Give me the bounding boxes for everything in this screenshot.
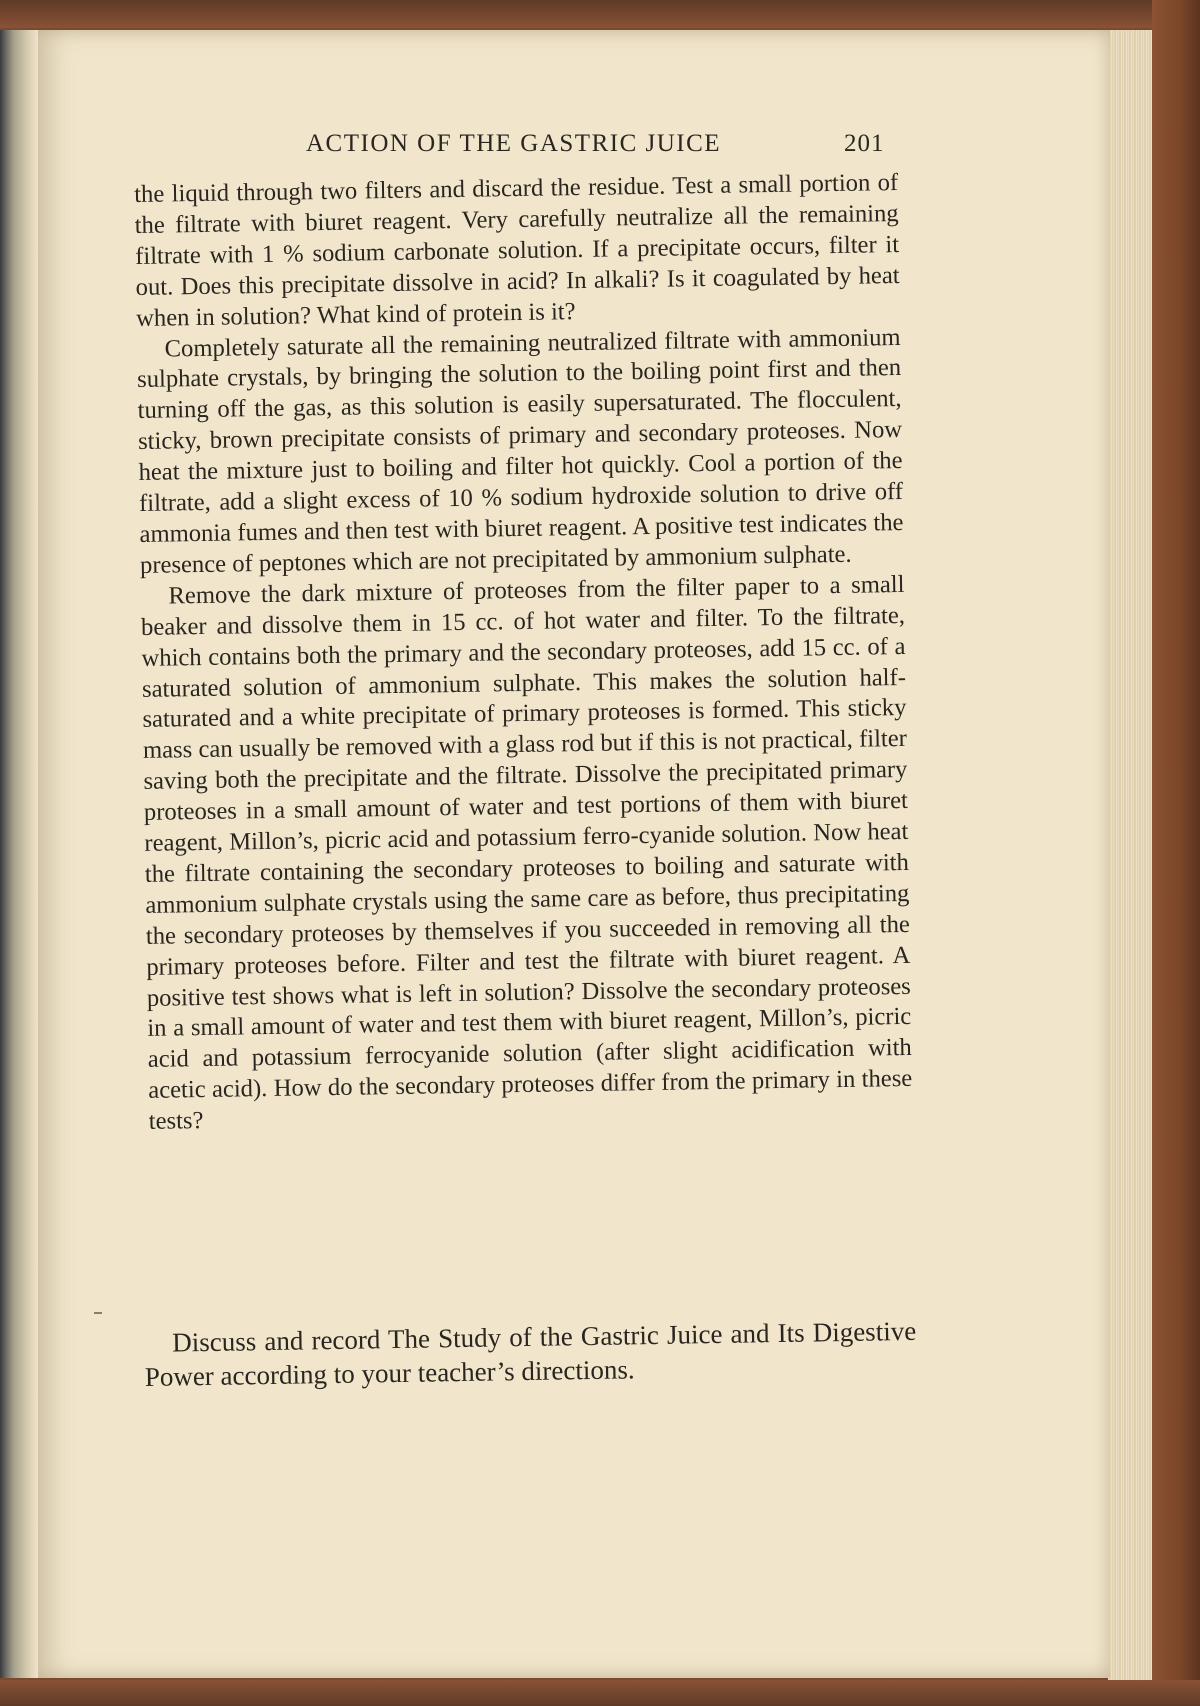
book-page (38, 30, 1110, 1678)
closing-paragraph: Discuss and record The Study of the Gastric Juice and Its Digestive Power according to your teacher’s directions. (144, 1315, 917, 1392)
running-head (38, 126, 1110, 166)
running-head-title: ACTION OF THE GASTRIC JUICE (306, 130, 722, 157)
cover-board-top (0, 0, 1200, 28)
paragraph-saturation: Completely saturate all the remaining neutralized filtrate with ammonium sulphate crystals, by bringing the solution to the boiling point first and then turning off the gas, as this solution is easily supersaturated. The flocculent, sticky, brown precipitate consists of primary and secondary proteoses. Now heat the mixture just to boiling and filter hot quickly. Cool a portion of the filtrate, add a slight excess of 10 % sodium hydroxide solution to drive off ammonia fumes and then test with biuret reagent. A positive test indicates the presence of peptones which are not precipitated by ammonium sulphate. (136, 323, 904, 579)
spine-gutter (0, 30, 38, 1678)
paragraph-continued: the liquid through two filters and discard the residue. Test a small portion of the filtrate with biuret reagent. Very carefully neutralize all the remaining filtrate with 1 % sodium carbonate solution. If a precipitate occurs, filter it out. Does this precipitate dissolve in acid? In alkali? Is it coagulated by heat when in solution? What kind of protein is it? (134, 168, 900, 332)
paragraph-proteoses: Remove the dark mixture of proteoses from the filter paper to a small beaker and dissolve them in 15 cc. of hot water and filter. To the filtrate, which contains both the primary and the secondary proteoses, add 15 cc. of a saturated solution of ammonium sulphate. This makes the solution half-saturated and a white precipitate of primary proteoses is formed. This sticky mass can usually be removed with a glass rod but if this is not practical, filter saving both the precipitate and the filtrate. Dissolve the precipitated primary proteoses in a small amount of water and test portions of them with biuret reagent, Millon’s, picric acid and potassium ferro-cyanide solution. Now heat the filtrate containing the secondary proteoses to boiling and saturate with ammonium sulphate crystals using the same care as before, thus precipitating the secondary proteoses by themselves if you succeeded in removing all the primary proteoses before. Filter and test the filtrate with biuret reagent. A positive test shows what is left in solution? Dissolve the secondary proteoses in a small amount of water and test them with biuret reagent, Millon’s, picric acid and potassium ferrocyanide solution (after slight acidification with acetic acid). How do the secondary proteoses differ from the primary in these tests? (140, 570, 913, 1136)
margin-mark (94, 1312, 102, 1314)
page-number: 201 (844, 130, 885, 157)
cover-board-bottom (0, 1680, 1200, 1706)
body-text (134, 168, 913, 1138)
page-edges (1108, 30, 1152, 1680)
cover-board-right (1152, 0, 1200, 1706)
